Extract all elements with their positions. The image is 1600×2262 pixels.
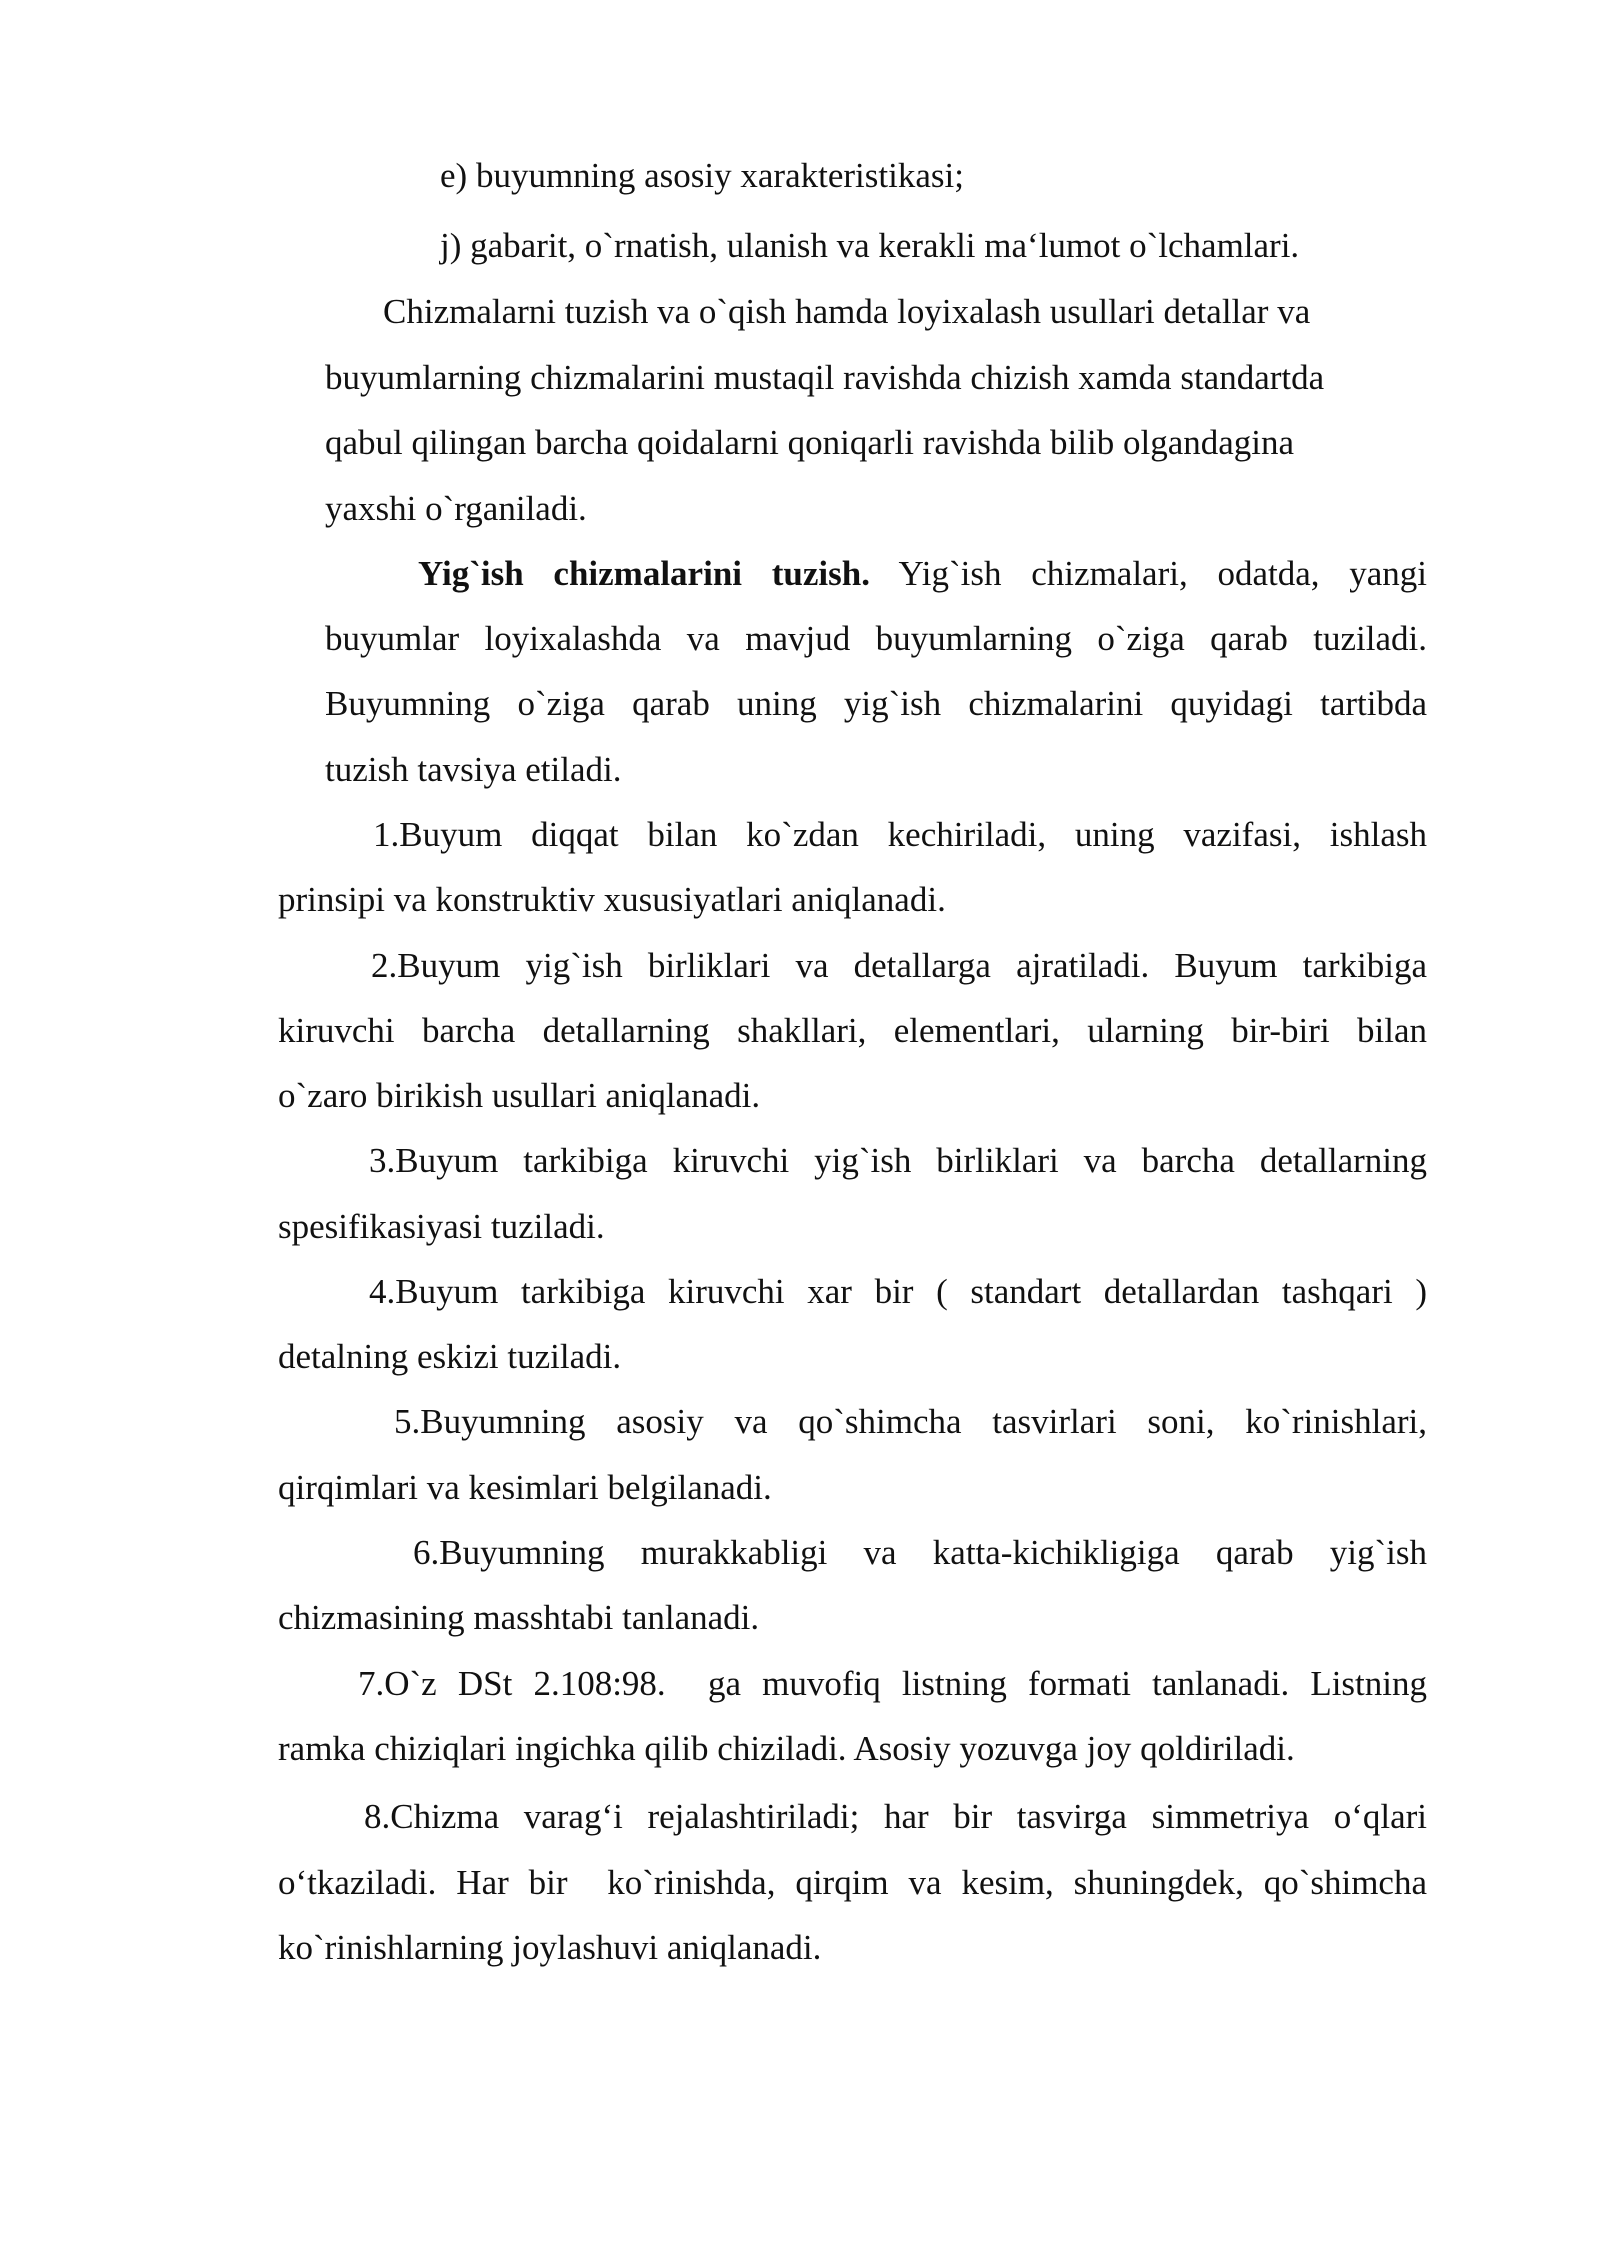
step-4-line-1: 4.Buyum tarkibiga kiruvchi xar bir ( standart detallardan tashqari ) xyxy=(369,1272,1427,1311)
intro-line-2: buyumlarning chizmalarini mustaqil ravishda chizish xamda standartda xyxy=(325,358,1325,397)
step-5-line-2: qirqimlari va kesimlari belgilanadi. xyxy=(278,1468,772,1507)
step-7-line-1: 7.O`z DSt 2.108:98. ga muvofiq listning formati tanlanadi. Listning xyxy=(358,1664,1427,1703)
step-2-line-2: kiruvchi barcha detallarning shakllari, elementlari, ularning bir-biri bilan xyxy=(278,1011,1427,1050)
step-3-line-2: spesifikasiyasi tuziladi. xyxy=(278,1207,605,1246)
step-8-line-2: o‘tkaziladi. Har bir ko`rinishda, qirqim va kesim, shuningdek, qo`shimcha xyxy=(278,1863,1427,1902)
section-heading: Yig`ish chizmalarini tuzish. xyxy=(418,554,870,593)
step-8-line-3: ko`rinishlarning joylashuvi aniqlanadi. xyxy=(278,1928,822,1967)
step-7-line-2: ramka chiziqlari ingichka qilib chiziladi. Asosiy yozuvga joy qoldiriladi. xyxy=(278,1729,1295,1768)
step-6-line-2: chizmasining masshtabi tanlanadi. xyxy=(278,1598,760,1637)
step-6-line-1: 6.Buyumning murakkabligi va katta-kichikligiga qarab yig`ish xyxy=(413,1533,1427,1572)
section-first-line xyxy=(418,556,1427,591)
section-line-4: tuzish tavsiya etiladi. xyxy=(325,750,622,789)
section-line-2: buyumlar loyixalashda va mavjud buyumlarning o`ziga qarab tuziladi. xyxy=(325,619,1427,658)
step-8-line-1: 8.Chizma varag‘i rejalashtiriladi; har bir tasvirga simmetriya o‘qlari xyxy=(364,1797,1427,1836)
step-1-line-1: 1.Buyum diqqat bilan ko`zdan kechiriladi, uning vazifasi, ishlash xyxy=(373,815,1427,854)
step-3-line-1: 3.Buyum tarkibiga kiruvchi yig`ish birliklari va barcha detallarning xyxy=(369,1141,1427,1180)
step-2-line-1: 2.Buyum yig`ish birliklari va detallarga ajratiladi. Buyum tarkibiga xyxy=(371,946,1427,985)
step-5-line-1: 5.Buyumning asosiy va qo`shimcha tasvirlari soni, ko`rinishlari, xyxy=(394,1402,1427,1441)
list-item-j: j) gabarit, o`rnatish, ulanish va kerakli ma‘lumot o`lchamlari. xyxy=(440,226,1300,265)
step-2-line-3: o`zaro birikish usullari aniqlanadi. xyxy=(278,1076,761,1115)
section-line-3: Buyumning o`ziga qarab uning yig`ish chizmalarini quyidagi tartibda xyxy=(325,684,1427,723)
intro-line-1: Chizmalarni tuzish va o`qish hamda loyixalash usullari detallar va xyxy=(383,292,1311,331)
intro-line-3: qabul qilingan barcha qoidalarni qoniqarli ravishda bilib olgandagina xyxy=(325,423,1295,462)
section-line-1: Yig`ish chizmalari, odatda, yangi xyxy=(898,554,1428,593)
list-item-e: e) buyumning asosiy xarakteristikasi; xyxy=(440,156,964,195)
step-1-line-2: prinsipi va konstruktiv xususiyatlari aniqlanadi. xyxy=(278,880,946,919)
intro-line-4: yaxshi o`rganiladi. xyxy=(325,489,587,528)
step-4-line-2: detalning eskizi tuziladi. xyxy=(278,1337,622,1376)
